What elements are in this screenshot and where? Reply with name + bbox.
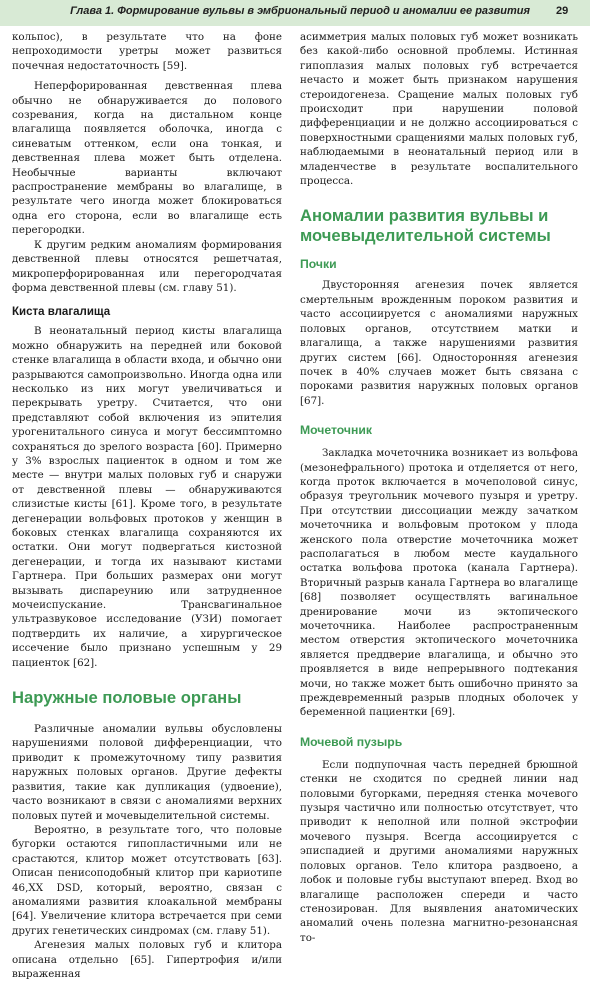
paragraph: кольпос), в результате что на фоне непроходимости уретры может развиться почечная недостаточность [59]. [12, 31, 282, 72]
paragraph: Агенезия малых половых губ и клитора описана отдельно [65]. Гипертрофия и/или выраженная [12, 939, 282, 980]
left-column [12, 30, 282, 981]
paragraph: Вероятно, в результате того, что половые бугорки остаются гипопластичными или не срастаются, клитор может отсутствовать [63]. Описан пенисоподобный клитор при кариотипе 46,XX DSD, который, вероятно, связан с аномалиями развития клоакальной мембраны [64]. Увеличение клитора встречается при семи других генетических синдромах (см. главу 51). [12, 823, 282, 937]
paragraph: Неперфорированная девственная плева обычно не обнаруживается до полового созревания, когда на дистальном конце влагалища появляется оболочка, иногда с синеватым оттенком, если она тонкая, и девственная плева может быть отделена. Необычные варианты включают распространение мембраны во влагалище, в результате чего иногда может блокироваться одна его сторона, если во влагалище есть перегородки. [12, 80, 282, 237]
paragraph: Закладка мочеточника возникает из вольфова (мезонефрального) протока и отделяется от него, когда проток включается в мочеполовой синус, образуя треугольник мочевого пузыря и уретру. При отсутствии диссоциации между зачатком мочеточника и вольфовым протоком у плода женского пола отверстие мочеточника может располагаться в любом месте каудального остатка вольфова протока (канала Гартнера). Вторичный разрыв канала Гартнера во влагалище [68] позволяет осуществлять вагинальное дренирование мочи из эктопического мочеточника. Наиболее распространенным местом отверстия эктопического мочеточника является преддверие влагалища, и обычно это проявляется в виде непрерывного подтекания мочи, но также может быть ошибочно принято за преждевременный разрыв плодных оболочек у беременной пациентки [69]. [300, 447, 578, 719]
section-heading-vaginal-cyst: Киста влагалища [12, 306, 111, 319]
paragraph: Если подпупочная часть передней брюшной стенки не сходится по средней линии над половыми бугорками, передняя стенка мочевого пузыря частично или полностью отсутствует, что приводит к неполной или полной экстрофии мочевого пузыря. Всегда ассоциируется с эписпадией и другими аномалиями наружных половых органов. Тело клитора раздвоено, а лобок и половые губы выступают вперед. Вход во влагалище расположен спереди и часто стенозирован. Для выявления анатомических аномалий очень полезна магнитно-резонансная то- [300, 758, 578, 944]
paragraph: асимметрия малых половых губ может возникать без какой-либо основной проблемы. Истинная гипоплазия малых половых губ встречается нечасто и может быть признаком нарушения стероидогенеза. Сращение малых половых губ происходит при нарушении половой дифференциации и не должно ассоциироваться с поверхностными сращениями малых половых губ, наблюдаемыми в неонатальный период или в младенчестве в результате воспалительного процесса. [300, 31, 578, 188]
paragraph: В неонатальный период кисты влагалища можно обнаружить на передней или боковой стенке влагалища в области входа, и обычно они разрываются самопроизвольно. Иногда одна или несколько из них могут увеличиваться и перекрывать уретру. Считается, что они представляют собой включения из эпителия урогенитального синуса и могут бессимптомно сохраняться до зрелого возраста [60]. Примерно у 3% взрослых пациенток в одном и том же месте — внутри малых половых губ и снаружи от девственной плевы — обнаруживаются слизистые кисты [61]. Кроме того, в результате дегенерации вольфовых протоков у женщин в боковых стенках влагалища сохраняются их остатки. Они могут подвергаться кистозной дегенерации, и тогда их называют кистами Гартнера. При больших размерах они могут вызывать диспареунию или затрудненное мочеиспускание. Трансвагинальное ультразвуковое исследование (УЗИ) помогает подтвердить их наличие, а хирургическое иссечение было признано успешным у 29 пациенток [62]. [12, 325, 282, 669]
section-heading-anomalies: Аномалии развития вульвы и мочевыделительной системы [300, 206, 551, 246]
paragraph: Двусторонняя агенезия почек является смертельным врожденным пороком развития и часто ассоциируется с аномалиями наружных половых органов, отсутствием матки и влагалища, а также нарушениями развития других систем [66]. Односторонняя агенезия почек в 40% случаев может быть связана с пороками развития наружных половых органов [67]. [300, 279, 578, 407]
subsection-heading-ureter: Мочеточник [300, 423, 372, 438]
paragraph: Различные аномалии вульвы обусловлены нарушениями половой дифференциации, что приводит к промежуточному типу развития наружных половых органов. Другие дефекты развития, такие как дупликация (удвоение), часто возникают в связи с аномалиями верхних половых путей и мочевыделительной системы. [12, 723, 282, 822]
right-column [300, 30, 578, 945]
section-heading-external-genitalia: Наружные половые органы [12, 688, 242, 708]
page-number: 29 [556, 5, 569, 17]
subsection-heading-bladder: Мочевой пузырь [300, 734, 403, 749]
running-header-title: Глава 1. Формирование вульвы в эмбриональный период и аномалии ее развития [70, 5, 530, 17]
paragraph: К другим редким аномалиям формирования девственной плевы относятся решетчатая, микроперфорированная или перегородчатая форма девственной плевы (см. главу 51). [12, 238, 282, 294]
subsection-heading-kidneys: Почки [300, 257, 337, 272]
